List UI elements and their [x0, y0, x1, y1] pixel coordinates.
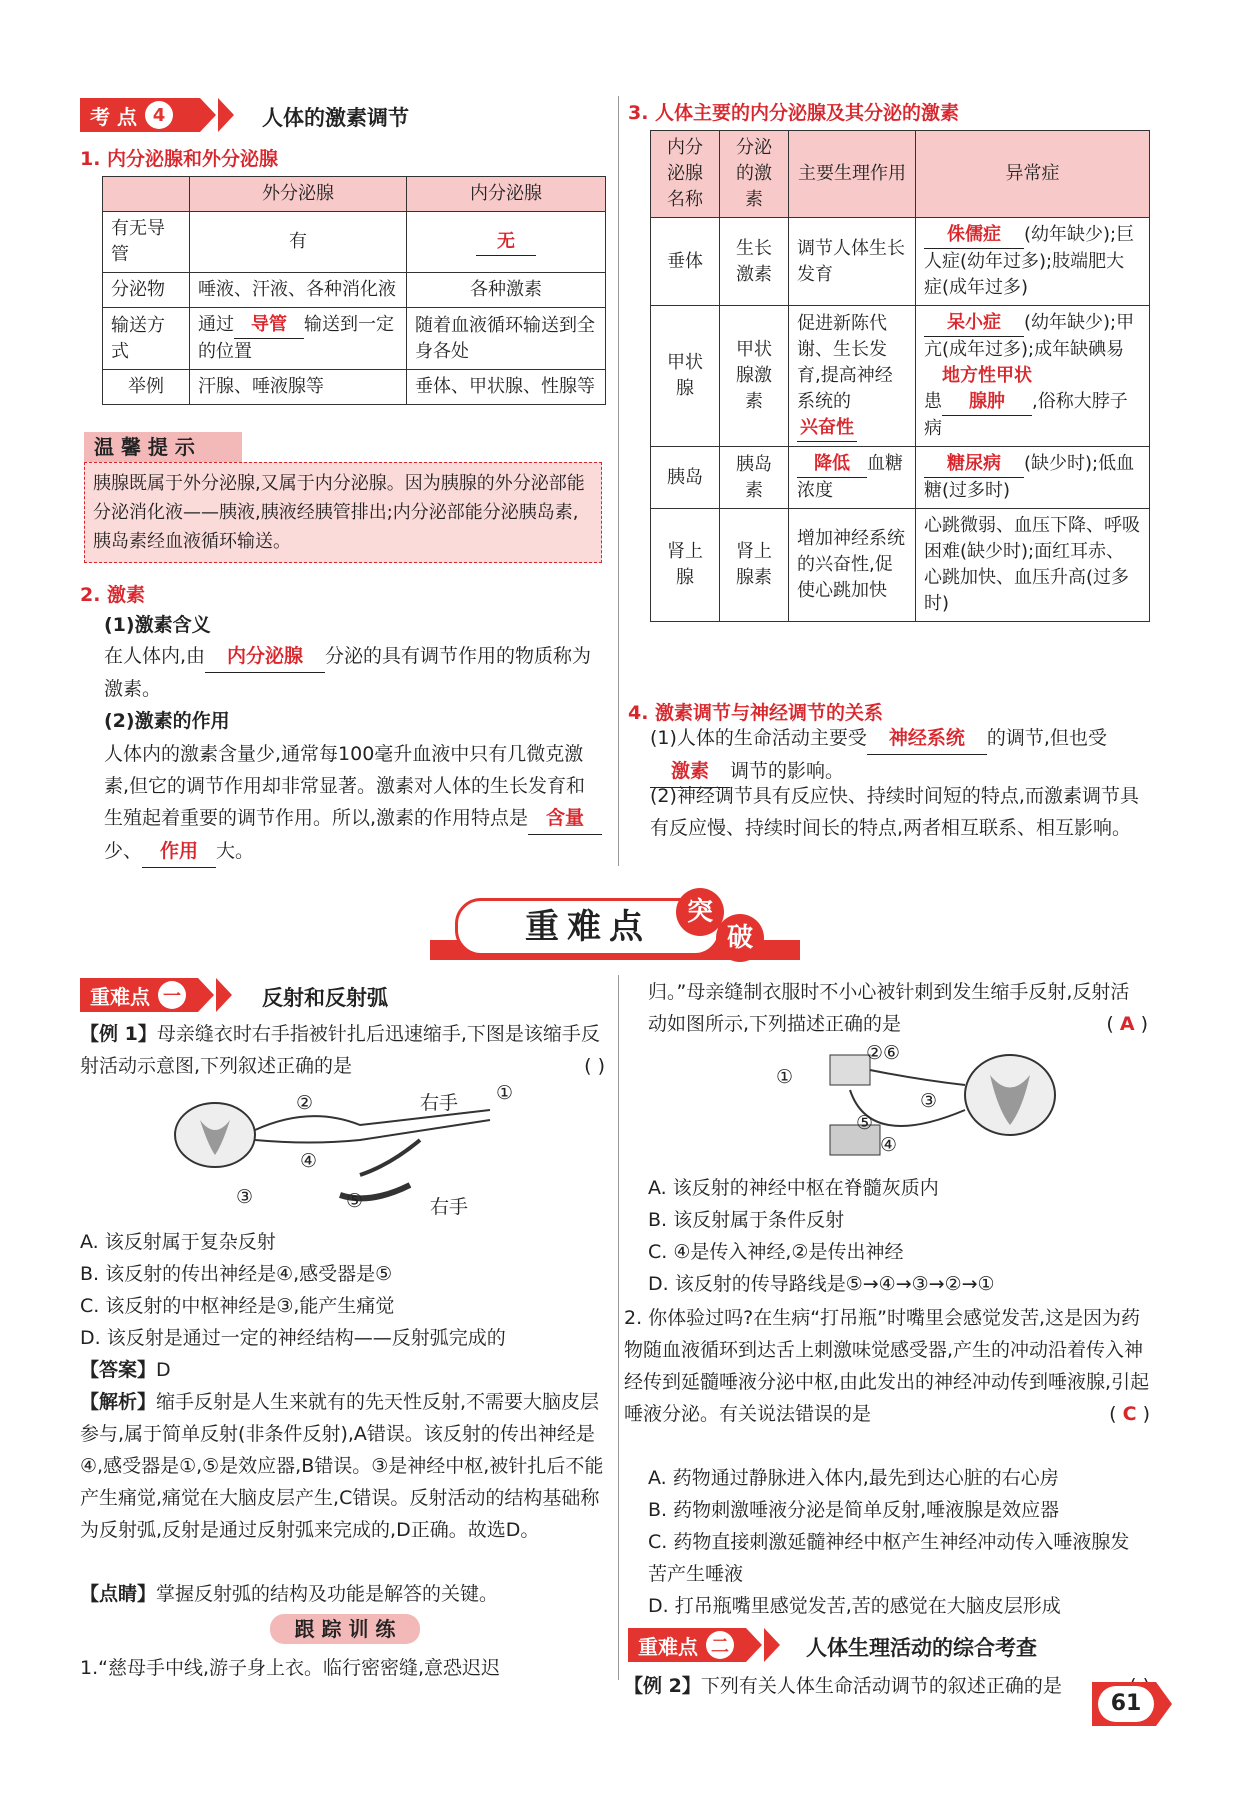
example-label: 【例 1】 [80, 1023, 157, 1045]
fig-label: ① [496, 1082, 514, 1104]
arrow-icon [218, 98, 234, 132]
fig-label: ⑤ [856, 1112, 874, 1134]
tip-box: 胰腺既属于外分泌腺,又属于内分泌腺。因为胰腺的外分泌部能分泌消化液——胰液,胰液经胰管排出;内分泌部能分泌胰岛素,胰岛素经血液循环输送。 [84, 462, 602, 563]
table-row [103, 212, 606, 273]
option: B. 该反射属于条件反射 [648, 1209, 845, 1231]
answer-paren: ( ) [584, 1055, 605, 1077]
tag-num: 一 [158, 981, 186, 1009]
question-1: 1.“慈母手中线,游子身上衣。临行密密缝,意恐迟迟 [80, 1657, 501, 1679]
t2-header: 主要生理作用 [789, 131, 916, 218]
cell: 各种激素 [407, 273, 606, 308]
cell: 生长激素 [720, 218, 789, 306]
fig-label: ③ [920, 1090, 938, 1112]
arrow-icon [216, 978, 232, 1012]
blank-answer: 含量 [528, 802, 602, 835]
t1-header-endo: 内分泌腺 [407, 177, 606, 212]
column-divider [618, 96, 619, 866]
gland-table [102, 176, 606, 405]
arrow-icon [764, 1628, 780, 1662]
t2-header: 异常症 [916, 131, 1150, 218]
point [80, 1578, 605, 1610]
fig-label: 右手 [430, 1196, 469, 1218]
cell [190, 308, 407, 370]
cell: 胰岛素 [720, 447, 789, 509]
tip-title: 温 馨 提 示 [84, 432, 242, 462]
text: 母亲缝衣时右手指被针扎后迅速缩手,下图是该缩手反射活动示意图,下列叙述正确的是 [80, 1023, 600, 1077]
text: (缺少时);低血糖(过多时) [924, 453, 1135, 501]
option: D. 打吊瓶嘴里感觉发苦,苦的感觉在大脑皮层形成 [648, 1595, 1061, 1617]
analysis-text: 缩手反射是人生来就有的先天性反射,不需要大脑皮层参与,属于简单反射(非条件反射),A错误。该反射的传出神经是④,感受器是①,⑤是效应器,B错误。③是神经中枢,被针扎后不能产生痛觉,痛觉在大脑皮层产生,C错误。反射活动的结构基础称为反射弧,反射是通过反射弧来完成的,D正确。故选D。 [80, 1391, 604, 1541]
cell: 增加神经系统的兴奋性,促使心跳加快 [789, 509, 916, 622]
t1-header-empty [103, 177, 190, 212]
tag-num: 二 [706, 1631, 734, 1659]
analysis-label: 【解析】 [80, 1391, 157, 1413]
cell: 调节人体生长发育 [789, 218, 916, 306]
table-row [651, 218, 1150, 306]
cell: 肾上腺 [651, 509, 720, 622]
cell: 胰岛 [651, 447, 720, 509]
fig-label: ④ [300, 1150, 318, 1172]
text: 促进新陈代谢、生长发育,提高神经系统的 [797, 312, 893, 412]
row-label: 有无导管 [103, 212, 190, 273]
t1-header-exo: 外分泌腺 [190, 177, 407, 212]
text: 人体内的激素含量少,通常每100毫升血液中只有几微克激素,但它的调节作用却非常显著。激素对人体的生长发育和生殖起着重要的调节作用。所以,激素的作用特点是 [104, 743, 586, 829]
blank-answer: 导管 [234, 312, 304, 339]
table-row [651, 306, 1150, 447]
option: C. ④是传入神经,②是传出神经 [648, 1241, 904, 1263]
text: 在人体内,由 [104, 645, 206, 667]
cell: 随着血液循环输送到全身各处 [407, 308, 606, 370]
s2-title: 2. 激素 [80, 584, 146, 606]
text: 少、 [104, 840, 143, 862]
page-number: 61 [1098, 1686, 1154, 1722]
cell: 汗腺、唾液腺等 [190, 370, 407, 405]
cell: 甲状腺激素 [720, 306, 789, 447]
text: 输送到一定的位置 [198, 314, 394, 362]
row-label: 分泌物 [103, 273, 190, 308]
fig-label: ⑤ [346, 1190, 364, 1212]
example-2 [624, 1670, 1150, 1702]
fig-label: ②⑥ [866, 1042, 901, 1064]
table-row [103, 308, 606, 370]
hormone-table [650, 130, 1150, 622]
answer-value: D [156, 1359, 171, 1381]
text: (幼年缺少);巨人症(幼年过多);肢端肥大症(成年过多) [924, 224, 1135, 298]
section-title: 人体生理活动的综合考查 [806, 1636, 1037, 1660]
point-text: 掌握反射弧的结构及功能是解答的关键。 [156, 1583, 499, 1605]
fig-label: ④ [880, 1134, 898, 1156]
s2-1-text [104, 640, 604, 705]
table-row [651, 509, 1150, 622]
tag-label: 重难点 [90, 984, 150, 1009]
t2-header: 内分泌腺名称 [651, 131, 720, 218]
analysis [80, 1386, 605, 1546]
blank-answer: 糖尿病 [924, 451, 1024, 478]
cell [916, 306, 1150, 447]
option: D. 该反射是通过一定的神经结构——反射弧完成的 [80, 1327, 506, 1349]
arrow-icon [200, 98, 216, 132]
section-title: 反射和反射弧 [262, 986, 388, 1010]
text: 通过 [198, 314, 234, 335]
tag-label: 重难点 [638, 1634, 698, 1659]
cell: 垂体 [651, 218, 720, 306]
text: 调节的影响。 [730, 760, 845, 782]
blank-answer: 降低 [797, 451, 867, 478]
blank-answer: 无 [476, 229, 536, 256]
s1-title: 1. 内分泌腺和外分泌腺 [80, 148, 279, 170]
kaodian-tag [80, 98, 200, 132]
cell [789, 306, 916, 447]
text: (1)人体的生命活动主要受 [650, 727, 867, 749]
zhongnandian-tag [80, 978, 198, 1012]
s4-1-text [650, 722, 1155, 788]
blank-answer: 侏儒症 [924, 222, 1024, 249]
option: B. 药物刺激唾液分泌是简单反射,唾液腺是效应器 [648, 1499, 1060, 1521]
cell: 肾上腺素 [720, 509, 789, 622]
blank-answer: 神经系统 [867, 722, 987, 755]
question-1-cont: 归。”母亲缝制衣服时不小心被针刺到发生缩手反射,反射活动如图所示,下列描述正确的是 ( A ) [648, 981, 1148, 1035]
question-2: 2. 你体验过吗?在生病“打吊瓶”时嘴里会感觉发苦,这是因为药物随血液循环到达舌上刺激味觉感受器,产生的冲动沿着传入神经传到延髓唾液分泌中枢,由此发出的神经冲动传到唾液腺,引起唾液分泌。有关说法错误的是 ( C ) [624, 1307, 1150, 1425]
answer-label: 【答案】 [80, 1359, 157, 1381]
cell [916, 447, 1150, 509]
cell: 心跳微弱、血压下降、呼吸困难(缺少时);面红耳赤、心跳加快、血压升高(过多时) [916, 509, 1150, 622]
banner-circle: 突 [676, 888, 724, 936]
fig-label: ③ [236, 1186, 254, 1208]
example-1 [80, 1018, 605, 1082]
text: (幼年缺少);甲亢(成年过多);成年缺碘易患 [924, 312, 1135, 412]
t2-header: 分泌的激素 [720, 131, 789, 218]
blank-answer: 激素 [650, 755, 730, 788]
practice-title: 跟 踪 训 练 [270, 1614, 420, 1644]
option: C. 药物直接刺激延髓神经中枢产生神经冲动传入唾液腺发苦产生唾液 [648, 1531, 1130, 1585]
cell [916, 218, 1150, 306]
cell: 有 [190, 212, 407, 273]
text: 分泌的具有调节作用的物质称为激素。 [104, 645, 592, 700]
option: D. 该反射的传导路线是⑤→④→③→②→① [648, 1273, 995, 1295]
blank-answer: 地方性甲状腺肿 [942, 363, 1032, 416]
answer [80, 1354, 171, 1386]
text: ,俗称大脖子病 [924, 391, 1128, 439]
cell: 唾液、汗液、各种消化液 [190, 273, 407, 308]
text: 归。”母亲缝制衣服时不小心被针刺到发生缩手反射,反射活动如图所示,下列描述正确的是 [648, 981, 1130, 1035]
option: A. 该反射属于复杂反射 [80, 1231, 276, 1253]
example-label: 【例 2】 [624, 1675, 701, 1697]
fig-label: 右手 [420, 1092, 459, 1114]
fig-label: ② [296, 1092, 314, 1114]
s4-2-text: (2)神经调节具有反应快、持续时间短的特点,而激素调节具有反应慢、持续时间长的特点,两者相互联系、相互影响。 [650, 785, 1139, 839]
table-row [651, 447, 1150, 509]
text: 下列有关人体生命活动调节的叙述正确的是 [700, 1675, 1062, 1697]
text: 大。 [216, 840, 255, 862]
zhongnandian-tag-2 [628, 1628, 746, 1662]
option: C. 该反射的中枢神经是③,能产生痛觉 [80, 1295, 395, 1317]
kaodian-num: 4 [145, 101, 173, 129]
answer-value: C [1122, 1403, 1137, 1425]
fig-label: ① [776, 1066, 794, 1088]
blank-answer: 作用 [142, 835, 216, 868]
cell: 甲状腺 [651, 306, 720, 447]
reflex-figure-2 [790, 1040, 1090, 1160]
row-label: 举例 [103, 370, 190, 405]
section-title: 人体的激素调节 [262, 106, 409, 130]
text: 2. 你体验过吗?在生病“打吊瓶”时嘴里会感觉发苦,这是因为药物随血液循环到达舌上刺激味觉感受器,产生的冲动沿着传入神经传到延髓唾液分泌中枢,由此发出的神经冲动传到唾液腺,引起唾液分泌。有关说法错误的是 [624, 1307, 1150, 1425]
blank-answer: 呆小症 [924, 310, 1024, 337]
cell [789, 447, 916, 509]
text: 的调节,但也受 [986, 727, 1107, 749]
arrow-icon [198, 978, 214, 1012]
s3-title: 3. 人体主要的内分泌腺及其分泌的激素 [628, 102, 960, 124]
blank-answer: 兴奋性 [797, 415, 857, 442]
banner-title: 重难点 [455, 898, 721, 956]
s2-1-title: (1)激素含义 [104, 614, 211, 636]
cell: 垂体、甲状腺、性腺等 [407, 370, 606, 405]
option: A. 该反射的神经中枢在脊髓灰质内 [648, 1177, 939, 1199]
table-row [103, 370, 606, 405]
s2-2-text [104, 738, 604, 868]
point-label: 【点睛】 [80, 1583, 157, 1605]
option: B. 该反射的传出神经是④,感受器是⑤ [80, 1263, 393, 1285]
table-row [103, 273, 606, 308]
text: 血糖浓度 [797, 453, 903, 501]
option: A. 药物通过静脉进入体内,最先到达心脏的右心房 [648, 1467, 1059, 1489]
banner-circle: 破 [716, 914, 764, 962]
answer-value: A [1119, 1013, 1135, 1035]
s4-title: 4. 激素调节与神经调节的关系 [628, 702, 884, 724]
blank-answer: 内分泌腺 [205, 640, 325, 673]
row-label: 输送方式 [103, 308, 190, 370]
kaodian-label: 考 点 [90, 104, 137, 129]
s2-2-title: (2)激素的作用 [104, 710, 230, 732]
column-divider [618, 975, 619, 1680]
arrow-icon [746, 1628, 762, 1662]
